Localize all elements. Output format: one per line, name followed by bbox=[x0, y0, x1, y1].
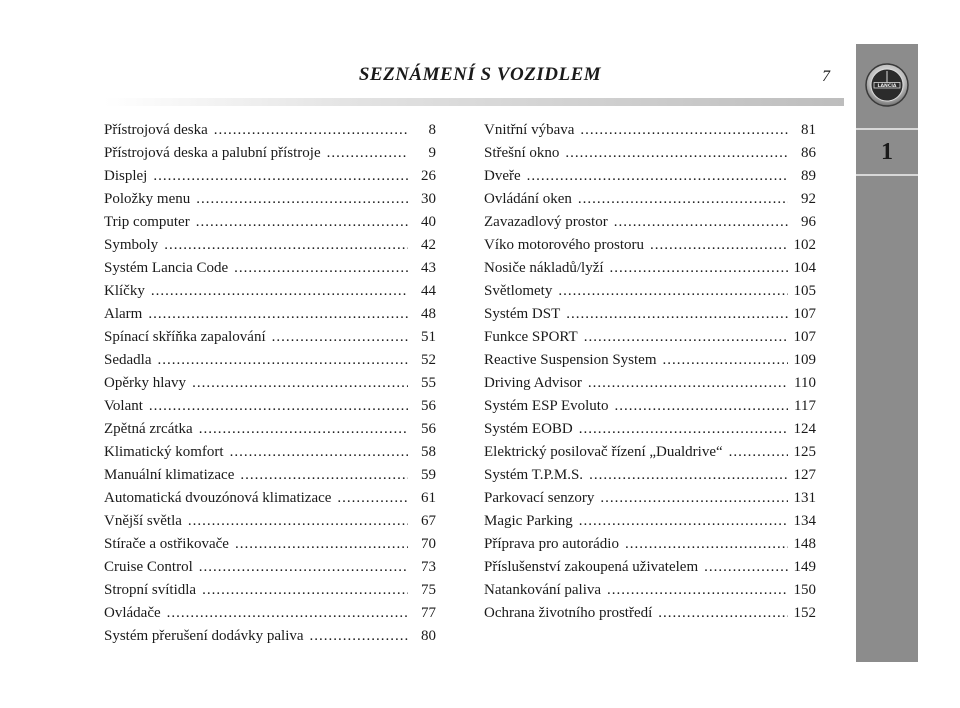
toc-entry[interactable] bbox=[484, 168, 816, 191]
toc-entry-page: 127 bbox=[793, 467, 816, 483]
toc-leader-dots bbox=[580, 122, 788, 139]
toc-entry-page: 73 bbox=[421, 559, 436, 575]
toc-leader-dots bbox=[327, 145, 408, 162]
toc-leader-dots bbox=[235, 536, 408, 553]
toc-entry-label: Světlomety bbox=[484, 283, 553, 299]
toc-leader-dots bbox=[600, 490, 787, 507]
toc-entry-page: 75 bbox=[421, 582, 436, 598]
toc-leader-dots bbox=[149, 398, 408, 415]
toc-entry-page: 40 bbox=[421, 214, 436, 230]
toc-leader-dots bbox=[565, 145, 788, 162]
toc-entry-page: 149 bbox=[793, 559, 816, 575]
toc-entry-label: Automatická dvouzónová klimatizace bbox=[104, 490, 332, 506]
toc-leader-dots bbox=[614, 214, 788, 231]
toc-leader-dots bbox=[566, 306, 787, 323]
toc-entry-label: Střešní okno bbox=[484, 145, 560, 161]
toc-entry-page: 52 bbox=[421, 352, 436, 368]
toc-entry-label: Nosiče nákladů/lyží bbox=[484, 260, 604, 276]
toc-entry[interactable] bbox=[104, 605, 436, 628]
toc-entry-label: Cruise Control bbox=[104, 559, 193, 575]
toc-leader-dots bbox=[650, 237, 788, 254]
toc-leader-dots bbox=[578, 191, 788, 208]
toc-entry-label: Opěrky hlavy bbox=[104, 375, 187, 391]
toc-entry-label: Systém T.P.M.S. bbox=[484, 467, 584, 483]
toc-entry[interactable] bbox=[104, 191, 436, 214]
toc-entry[interactable] bbox=[104, 352, 436, 375]
toc-leader-dots bbox=[704, 559, 787, 576]
toc-entry-page: 117 bbox=[794, 398, 816, 414]
toc-leader-dots bbox=[202, 582, 408, 599]
toc-entry-label: Driving Advisor bbox=[484, 375, 582, 391]
toc-entry[interactable] bbox=[484, 421, 816, 444]
toc-entry-label: Symboly bbox=[104, 237, 159, 253]
page-number: 7 bbox=[822, 68, 830, 85]
toc-entry-page: 86 bbox=[801, 145, 816, 161]
toc-column-right bbox=[484, 122, 816, 628]
toc-leader-dots bbox=[610, 260, 788, 277]
toc-entry-label: Funkce SPORT bbox=[484, 329, 578, 345]
toc-entry[interactable] bbox=[484, 398, 816, 421]
toc-entry-page: 30 bbox=[421, 191, 436, 207]
toc-leader-dots bbox=[188, 513, 408, 530]
toc-entry-page: 131 bbox=[793, 490, 816, 506]
toc-entry-label: Displej bbox=[104, 168, 148, 184]
toc-leader-dots bbox=[614, 398, 788, 415]
toc-entry[interactable] bbox=[104, 490, 436, 513]
toc-entry-label: Přístrojová deska bbox=[104, 122, 208, 138]
toc-entry-page: 104 bbox=[793, 260, 816, 276]
toc-entry-page: 92 bbox=[801, 191, 816, 207]
toc-entry[interactable] bbox=[104, 628, 436, 651]
toc-entry-page: 70 bbox=[421, 536, 436, 552]
toc-entry[interactable] bbox=[104, 283, 436, 306]
toc-leader-dots bbox=[589, 467, 787, 484]
toc-entry[interactable] bbox=[484, 260, 816, 283]
toc-entry-page: 134 bbox=[793, 513, 816, 529]
toc-entry[interactable] bbox=[484, 191, 816, 214]
toc-entry-page: 125 bbox=[793, 444, 816, 460]
toc-entry-label: Systém EOBD bbox=[484, 421, 573, 437]
toc-entry-label: Volant bbox=[104, 398, 143, 414]
toc-entry-page: 58 bbox=[421, 444, 436, 460]
toc-entry-page: 61 bbox=[421, 490, 436, 506]
toc-entry[interactable] bbox=[104, 398, 436, 421]
header-divider bbox=[104, 98, 844, 106]
toc-entry-label: Systém Lancia Code bbox=[104, 260, 229, 276]
toc-entry-page: 48 bbox=[421, 306, 436, 322]
toc-entry[interactable] bbox=[484, 444, 816, 467]
toc-leader-dots bbox=[310, 628, 408, 645]
toc-entry-page: 81 bbox=[801, 122, 816, 138]
toc-entry[interactable] bbox=[104, 145, 436, 168]
toc-leader-dots bbox=[230, 444, 408, 461]
toc-leader-dots bbox=[527, 168, 788, 185]
toc-entry-label: Ovládání oken bbox=[484, 191, 572, 207]
toc-entry-page: 109 bbox=[793, 352, 816, 368]
toc-entry[interactable] bbox=[104, 168, 436, 191]
toc-entry-page: 26 bbox=[421, 168, 436, 184]
toc-entry-label: Trip computer bbox=[104, 214, 190, 230]
chapter-number: 1 bbox=[856, 128, 918, 176]
toc-entry-page: 43 bbox=[421, 260, 436, 276]
toc-leader-dots bbox=[579, 513, 788, 530]
toc-entry-label: Magic Parking bbox=[484, 513, 573, 529]
toc-entry-page: 55 bbox=[421, 375, 436, 391]
toc-entry[interactable] bbox=[104, 214, 436, 237]
toc-leader-dots bbox=[196, 214, 408, 231]
toc-column-left bbox=[104, 122, 436, 651]
toc-entry-page: 56 bbox=[421, 421, 436, 437]
toc-entry-label: Stírače a ostřikovače bbox=[104, 536, 229, 552]
toc-entry[interactable] bbox=[104, 375, 436, 398]
page-title: SEZNÁMENÍ S VOZIDLEM bbox=[358, 64, 602, 85]
toc-entry[interactable] bbox=[484, 582, 816, 605]
toc-entry-page: 107 bbox=[793, 306, 816, 322]
toc-entry-page: 42 bbox=[421, 237, 436, 253]
toc-entry-page: 105 bbox=[793, 283, 816, 299]
toc-leader-dots bbox=[192, 375, 408, 392]
toc-entry[interactable] bbox=[484, 145, 816, 168]
toc-entry[interactable] bbox=[104, 122, 436, 145]
toc-entry[interactable] bbox=[104, 444, 436, 467]
toc-entry[interactable] bbox=[484, 237, 816, 260]
toc-entry-label: Ovládače bbox=[104, 605, 161, 621]
toc-entry[interactable] bbox=[104, 559, 436, 582]
toc-entry-label: Systém ESP Evoluto bbox=[484, 398, 609, 414]
toc-entry-label: Příprava pro autorádio bbox=[484, 536, 619, 552]
toc-entry-page: 150 bbox=[793, 582, 816, 598]
toc-entry-page: 51 bbox=[421, 329, 436, 345]
toc-entry[interactable] bbox=[484, 283, 816, 306]
toc-entry[interactable] bbox=[104, 513, 436, 536]
toc-entry[interactable] bbox=[104, 421, 436, 444]
toc-leader-dots bbox=[157, 352, 408, 369]
toc-entry[interactable] bbox=[104, 260, 436, 283]
toc-entry[interactable] bbox=[104, 306, 436, 329]
chapter-side-tab bbox=[856, 44, 918, 662]
toc-entry-page: 56 bbox=[421, 398, 436, 414]
toc-entry[interactable] bbox=[484, 559, 816, 582]
toc-leader-dots bbox=[199, 559, 408, 576]
toc-entry-page: 102 bbox=[793, 237, 816, 253]
toc-entry-label: Stropní svítidla bbox=[104, 582, 197, 598]
toc-entry-page: 8 bbox=[428, 122, 436, 138]
toc-entry-page: 9 bbox=[428, 145, 436, 161]
toc-leader-dots bbox=[272, 329, 408, 346]
toc-leader-dots bbox=[234, 260, 408, 277]
toc-entry-label: Natankování paliva bbox=[484, 582, 602, 598]
logo-box bbox=[856, 44, 918, 126]
toc-entry-page: 44 bbox=[421, 283, 436, 299]
logo-text: LANCIA bbox=[877, 84, 897, 89]
toc-entry[interactable] bbox=[484, 536, 816, 559]
toc-entry[interactable] bbox=[104, 536, 436, 559]
toc-entry[interactable] bbox=[484, 467, 816, 490]
toc-entry-label: Klimatický komfort bbox=[104, 444, 224, 460]
toc-entry[interactable] bbox=[104, 237, 436, 260]
toc-entry[interactable] bbox=[484, 513, 816, 536]
toc-entry[interactable] bbox=[484, 214, 816, 237]
toc-entry-label: Elektrický posilovač řízení „Dualdrive“ bbox=[484, 444, 723, 460]
toc-leader-dots bbox=[337, 490, 408, 507]
toc-leader-dots bbox=[199, 421, 408, 438]
toc-entry-label: Systém přerušení dodávky paliva bbox=[104, 628, 304, 644]
toc-entry-label: Příslušenství zakoupená uživatelem bbox=[484, 559, 699, 575]
toc-entry-label: Dveře bbox=[484, 168, 521, 184]
toc-entry-label: Víko motorového prostoru bbox=[484, 237, 644, 253]
toc-leader-dots bbox=[164, 237, 408, 254]
toc-entry[interactable] bbox=[484, 352, 816, 375]
lancia-logo-icon bbox=[864, 62, 910, 108]
toc-leader-dots bbox=[588, 375, 788, 392]
toc-entry-page: 80 bbox=[421, 628, 436, 644]
toc-entry-label: Položky menu bbox=[104, 191, 191, 207]
toc-entry-page: 59 bbox=[421, 467, 436, 483]
toc-entry-page: 107 bbox=[793, 329, 816, 345]
toc-entry-label: Přístrojová deska a palubní přístroje bbox=[104, 145, 321, 161]
toc-entry-label: Vnitřní výbava bbox=[484, 122, 575, 138]
toc-entry-label: Parkovací senzory bbox=[484, 490, 595, 506]
toc-entry-page: 148 bbox=[793, 536, 816, 552]
toc-leader-dots bbox=[607, 582, 787, 599]
toc-entry-page: 67 bbox=[421, 513, 436, 529]
toc-entry-page: 152 bbox=[793, 605, 816, 621]
toc-entry-label: Klíčky bbox=[104, 283, 145, 299]
toc-entry-label: Alarm bbox=[104, 306, 143, 322]
toc-leader-dots bbox=[214, 122, 408, 139]
toc-entry-page: 96 bbox=[801, 214, 816, 230]
toc-leader-dots bbox=[558, 283, 787, 300]
toc-entry-label: Ochrana životního prostředí bbox=[484, 605, 653, 621]
toc-leader-dots bbox=[196, 191, 408, 208]
toc-entry-page: 110 bbox=[794, 375, 816, 391]
toc-leader-dots bbox=[240, 467, 408, 484]
toc-entry[interactable] bbox=[484, 329, 816, 352]
toc-leader-dots bbox=[625, 536, 788, 553]
toc-leader-dots bbox=[151, 283, 408, 300]
toc-leader-dots bbox=[729, 444, 788, 461]
toc-entry-label: Spínací skříňka zapalování bbox=[104, 329, 266, 345]
toc-leader-dots bbox=[658, 605, 787, 622]
toc-entry-label: Systém DST bbox=[484, 306, 561, 322]
toc-entry-page: 77 bbox=[421, 605, 436, 621]
toc-entry-label: Vnější světla bbox=[104, 513, 182, 529]
toc-entry-page: 124 bbox=[793, 421, 816, 437]
toc-entry[interactable] bbox=[484, 122, 816, 145]
toc-leader-dots bbox=[584, 329, 788, 346]
toc-entry-label: Zavazadlový prostor bbox=[484, 214, 608, 230]
toc-leader-dots bbox=[148, 306, 408, 323]
toc-leader-dots bbox=[663, 352, 788, 369]
toc-entry[interactable] bbox=[484, 490, 816, 513]
toc-entry-label: Manuální klimatizace bbox=[104, 467, 235, 483]
toc-entry-label: Sedadla bbox=[104, 352, 152, 368]
toc-entry[interactable] bbox=[104, 329, 436, 352]
toc-leader-dots bbox=[579, 421, 788, 438]
toc-leader-dots bbox=[167, 605, 408, 622]
toc-entry[interactable] bbox=[104, 467, 436, 490]
toc-leader-dots bbox=[153, 168, 408, 185]
toc-entry[interactable] bbox=[484, 375, 816, 398]
toc-entry-label: Reactive Suspension System bbox=[484, 352, 657, 368]
toc-entry[interactable] bbox=[484, 605, 816, 628]
toc-entry-page: 89 bbox=[801, 168, 816, 184]
toc-entry[interactable] bbox=[104, 582, 436, 605]
toc-entry-label: Zpětná zrcátka bbox=[104, 421, 193, 437]
toc-entry[interactable] bbox=[484, 306, 816, 329]
